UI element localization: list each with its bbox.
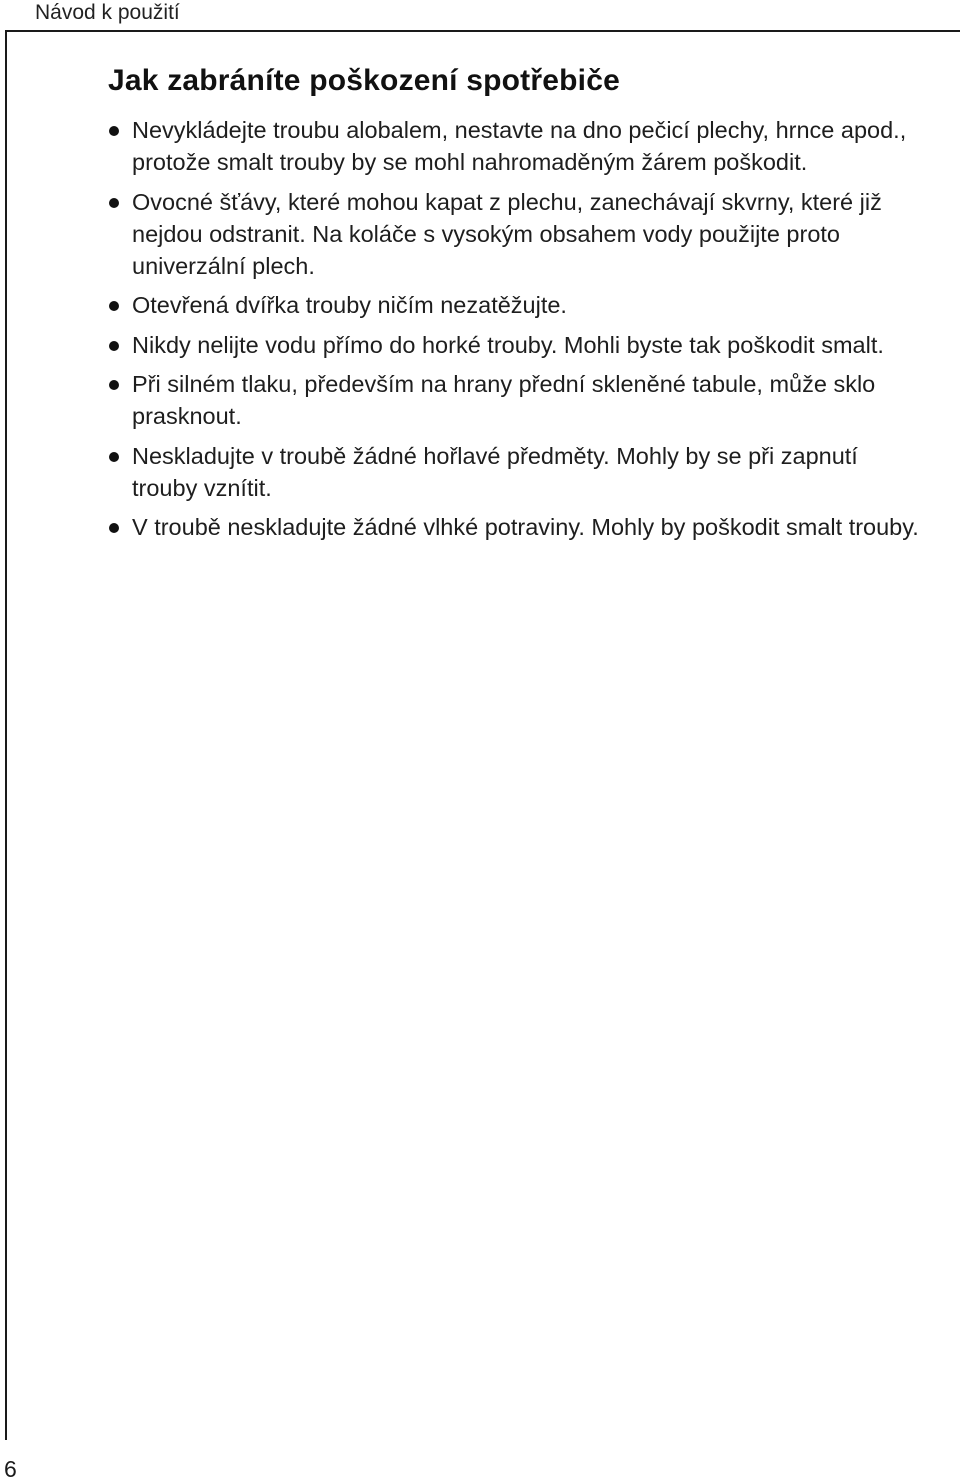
frame-top-rule	[5, 30, 960, 32]
list-item-text: Neskladujte v troubě žádné hořlavé předměty. Mohly by se při zapnutí trouby vznítit.	[132, 442, 858, 501]
bullet-icon	[109, 452, 119, 462]
list-item-text: Nikdy nelijte vodu přímo do horké trouby. Mohli byste tak poškodit smalt.	[132, 331, 884, 358]
frame-left-rule	[5, 30, 7, 1440]
section-title: Jak zabráníte poškození spotřebiče	[108, 64, 620, 97]
list-item	[108, 368, 928, 432]
bullet-list	[108, 114, 928, 551]
list-item	[108, 186, 928, 282]
list-item-text: Ovocné šťávy, které mohou kapat z plechu, zanechávají skvrny, které již nejdou odstranit. Na koláče s vysokým obsahem vody použijte proto univerzální plech.	[132, 188, 882, 279]
bullet-icon	[109, 198, 119, 208]
bullet-icon	[109, 380, 119, 390]
list-item-text: V troubě neskladujte žádné vlhké potraviny. Mohly by poškodit smalt trouby.	[132, 514, 919, 540]
running-header: Návod k použití	[35, 1, 180, 24]
bullet-icon	[109, 341, 119, 351]
page-number: 6	[4, 1456, 17, 1482]
bullet-icon	[109, 126, 119, 136]
list-item	[108, 511, 928, 543]
list-item	[108, 289, 928, 321]
list-item-text: Při silném tlaku, především na hrany přední skleněné tabule, může sklo prasknout.	[132, 371, 876, 429]
list-item	[108, 440, 928, 504]
bullet-icon	[109, 301, 119, 311]
list-item-text: Otevřená dvířka trouby ničím nezatěžujte.	[132, 292, 567, 318]
list-item-text: Nevykládejte troubu alobalem, nestavte na dno pečicí plechy, hrnce apod., protože smalt trouby by se mohl nahromaděným žárem poškodit.	[132, 117, 907, 175]
bullet-icon	[109, 523, 119, 533]
list-item	[108, 114, 928, 178]
list-item	[108, 329, 928, 361]
